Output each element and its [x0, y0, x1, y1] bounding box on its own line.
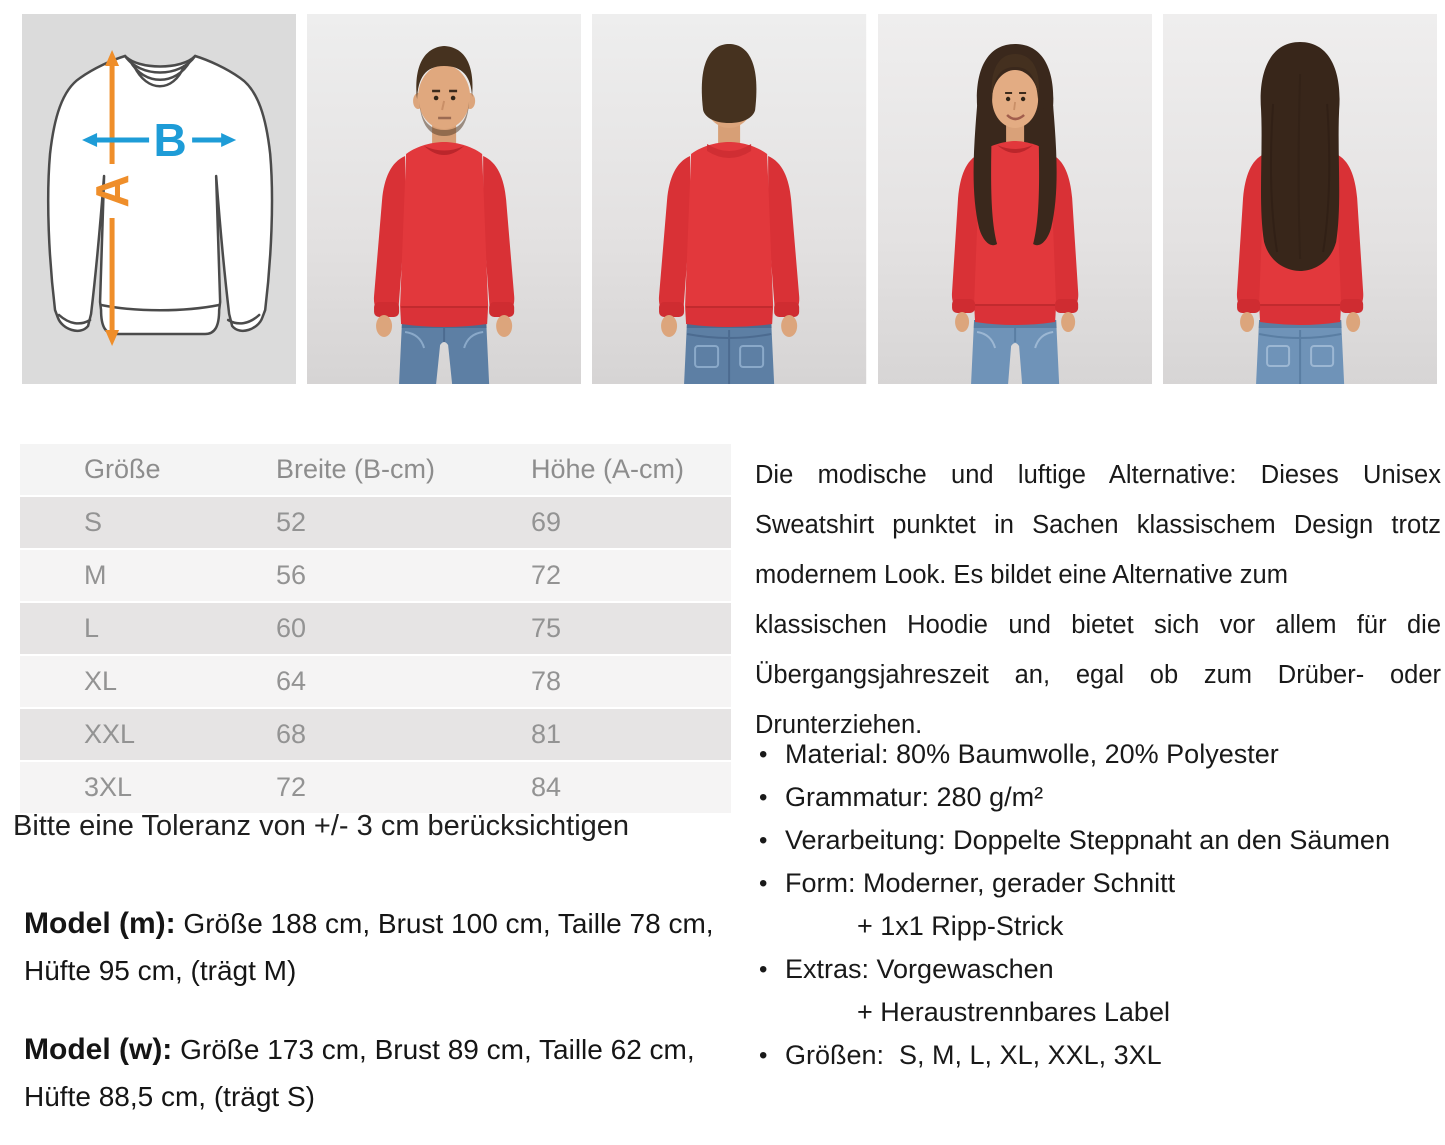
- feature-item: • Grammatur: 280 g/m²: [755, 776, 1445, 819]
- size-table-header-cell: Höhe (A-cm): [530, 444, 731, 497]
- model-m-line2: Hüfte 95 cm, (trägt M): [24, 955, 297, 986]
- size-table-cell: 68: [275, 709, 530, 762]
- size-table-head: [20, 444, 731, 497]
- feature-item-continuation: + 1x1 Ripp-Strick: [857, 911, 1064, 941]
- model-w-line1: [24, 1026, 734, 1073]
- product-description: [755, 450, 1441, 750]
- label-b: B: [153, 114, 187, 166]
- table-row: [20, 709, 731, 762]
- feature-item: • Material: 80% Baumwolle, 20% Polyester: [755, 733, 1445, 776]
- woman-front-svg: [878, 14, 1152, 384]
- size-table: [20, 444, 731, 815]
- size-table-cell: 3XL: [20, 762, 275, 815]
- size-table-cell: XL: [20, 656, 275, 709]
- label-a: A: [86, 174, 139, 208]
- feature-item: • Form: Moderner, gerader Schnitt: [755, 862, 1445, 905]
- description-line: Drunterziehen.: [755, 711, 923, 739]
- model-w-label: Model (w):: [24, 1033, 173, 1066]
- feature-item-continuation: + Heraustrennbares Label: [857, 997, 1170, 1027]
- size-table-header-cell: Größe: [20, 444, 275, 497]
- model-m-info: [24, 900, 734, 994]
- size-table-body: [20, 497, 731, 815]
- size-table-cell: 52: [275, 497, 530, 550]
- model-m-line1: [24, 900, 734, 947]
- product-image-row: [22, 14, 1437, 384]
- size-table-cell: S: [20, 497, 275, 550]
- feature-item: • Größen: S, M, L, XL, XXL, 3XL: [755, 1034, 1445, 1077]
- size-table-cell: 75: [530, 603, 731, 656]
- sweatshirt-outline-icon: [48, 56, 272, 334]
- table-row: [20, 656, 731, 709]
- description-line: modernem Look. Es bildet eine Alternative zum: [755, 561, 1288, 589]
- size-table-cell: XXL: [20, 709, 275, 762]
- woman-back-photo: [1163, 14, 1437, 384]
- man-front-svg: [307, 14, 581, 384]
- model-w-line2: Hüfte 88,5 cm, (trägt S): [24, 1081, 315, 1112]
- man-back-photo: [592, 14, 866, 384]
- feature-list: [755, 733, 1445, 1077]
- man-back-svg: [592, 14, 866, 384]
- feature-item: • Extras: Vorgewaschen: [755, 948, 1445, 991]
- size-table-header-cell: Breite (B-cm): [275, 444, 530, 497]
- size-table-cell: M: [20, 550, 275, 603]
- description-line: Sweatshirt punktet in Sachen klassischem Design trotz: [755, 511, 1441, 539]
- size-table-cell: 78: [530, 656, 731, 709]
- model-w-measurements: Größe 173 cm, Brust 89 cm, Taille 62 cm,: [172, 1034, 695, 1065]
- size-table-cell: 69: [530, 497, 731, 550]
- size-table-cell: 72: [530, 550, 731, 603]
- description-line: klassischen Hoodie und bietet sich vor allem für die: [755, 611, 1441, 639]
- size-diagram-svg: [22, 14, 296, 384]
- size-table-cell: 56: [275, 550, 530, 603]
- size-table-cell: 60: [275, 603, 530, 656]
- table-row: [20, 550, 731, 603]
- woman-front-photo: [878, 14, 1152, 384]
- description-line: Übergangsjahreszeit an, egal ob zum Drüber- oder: [755, 661, 1441, 689]
- size-table-cell: 72: [275, 762, 530, 815]
- size-table-cell: L: [20, 603, 275, 656]
- table-row: [20, 497, 731, 550]
- model-m-label: Model (m):: [24, 907, 176, 940]
- size-table-cell: 64: [275, 656, 530, 709]
- model-w-info: [24, 1026, 734, 1120]
- size-table-cell: 84: [530, 762, 731, 815]
- tolerance-note: Bitte eine Toleranz von +/- 3 cm berücksichtigen: [13, 810, 630, 842]
- woman-back-svg: [1163, 14, 1437, 384]
- size-table-header-row: [20, 444, 731, 497]
- table-row: [20, 762, 731, 815]
- table-row: [20, 603, 731, 656]
- size-diagram: [22, 14, 296, 384]
- feature-item: • Verarbeitung: Doppelte Steppnaht an den Säumen: [755, 819, 1445, 862]
- man-front-photo: [307, 14, 581, 384]
- model-m-measurements: Größe 188 cm, Brust 100 cm, Taille 78 cm,: [175, 908, 714, 939]
- description-line: Die modische und luftige Alternative: Dieses Unisex: [755, 461, 1441, 489]
- size-table-cell: 81: [530, 709, 731, 762]
